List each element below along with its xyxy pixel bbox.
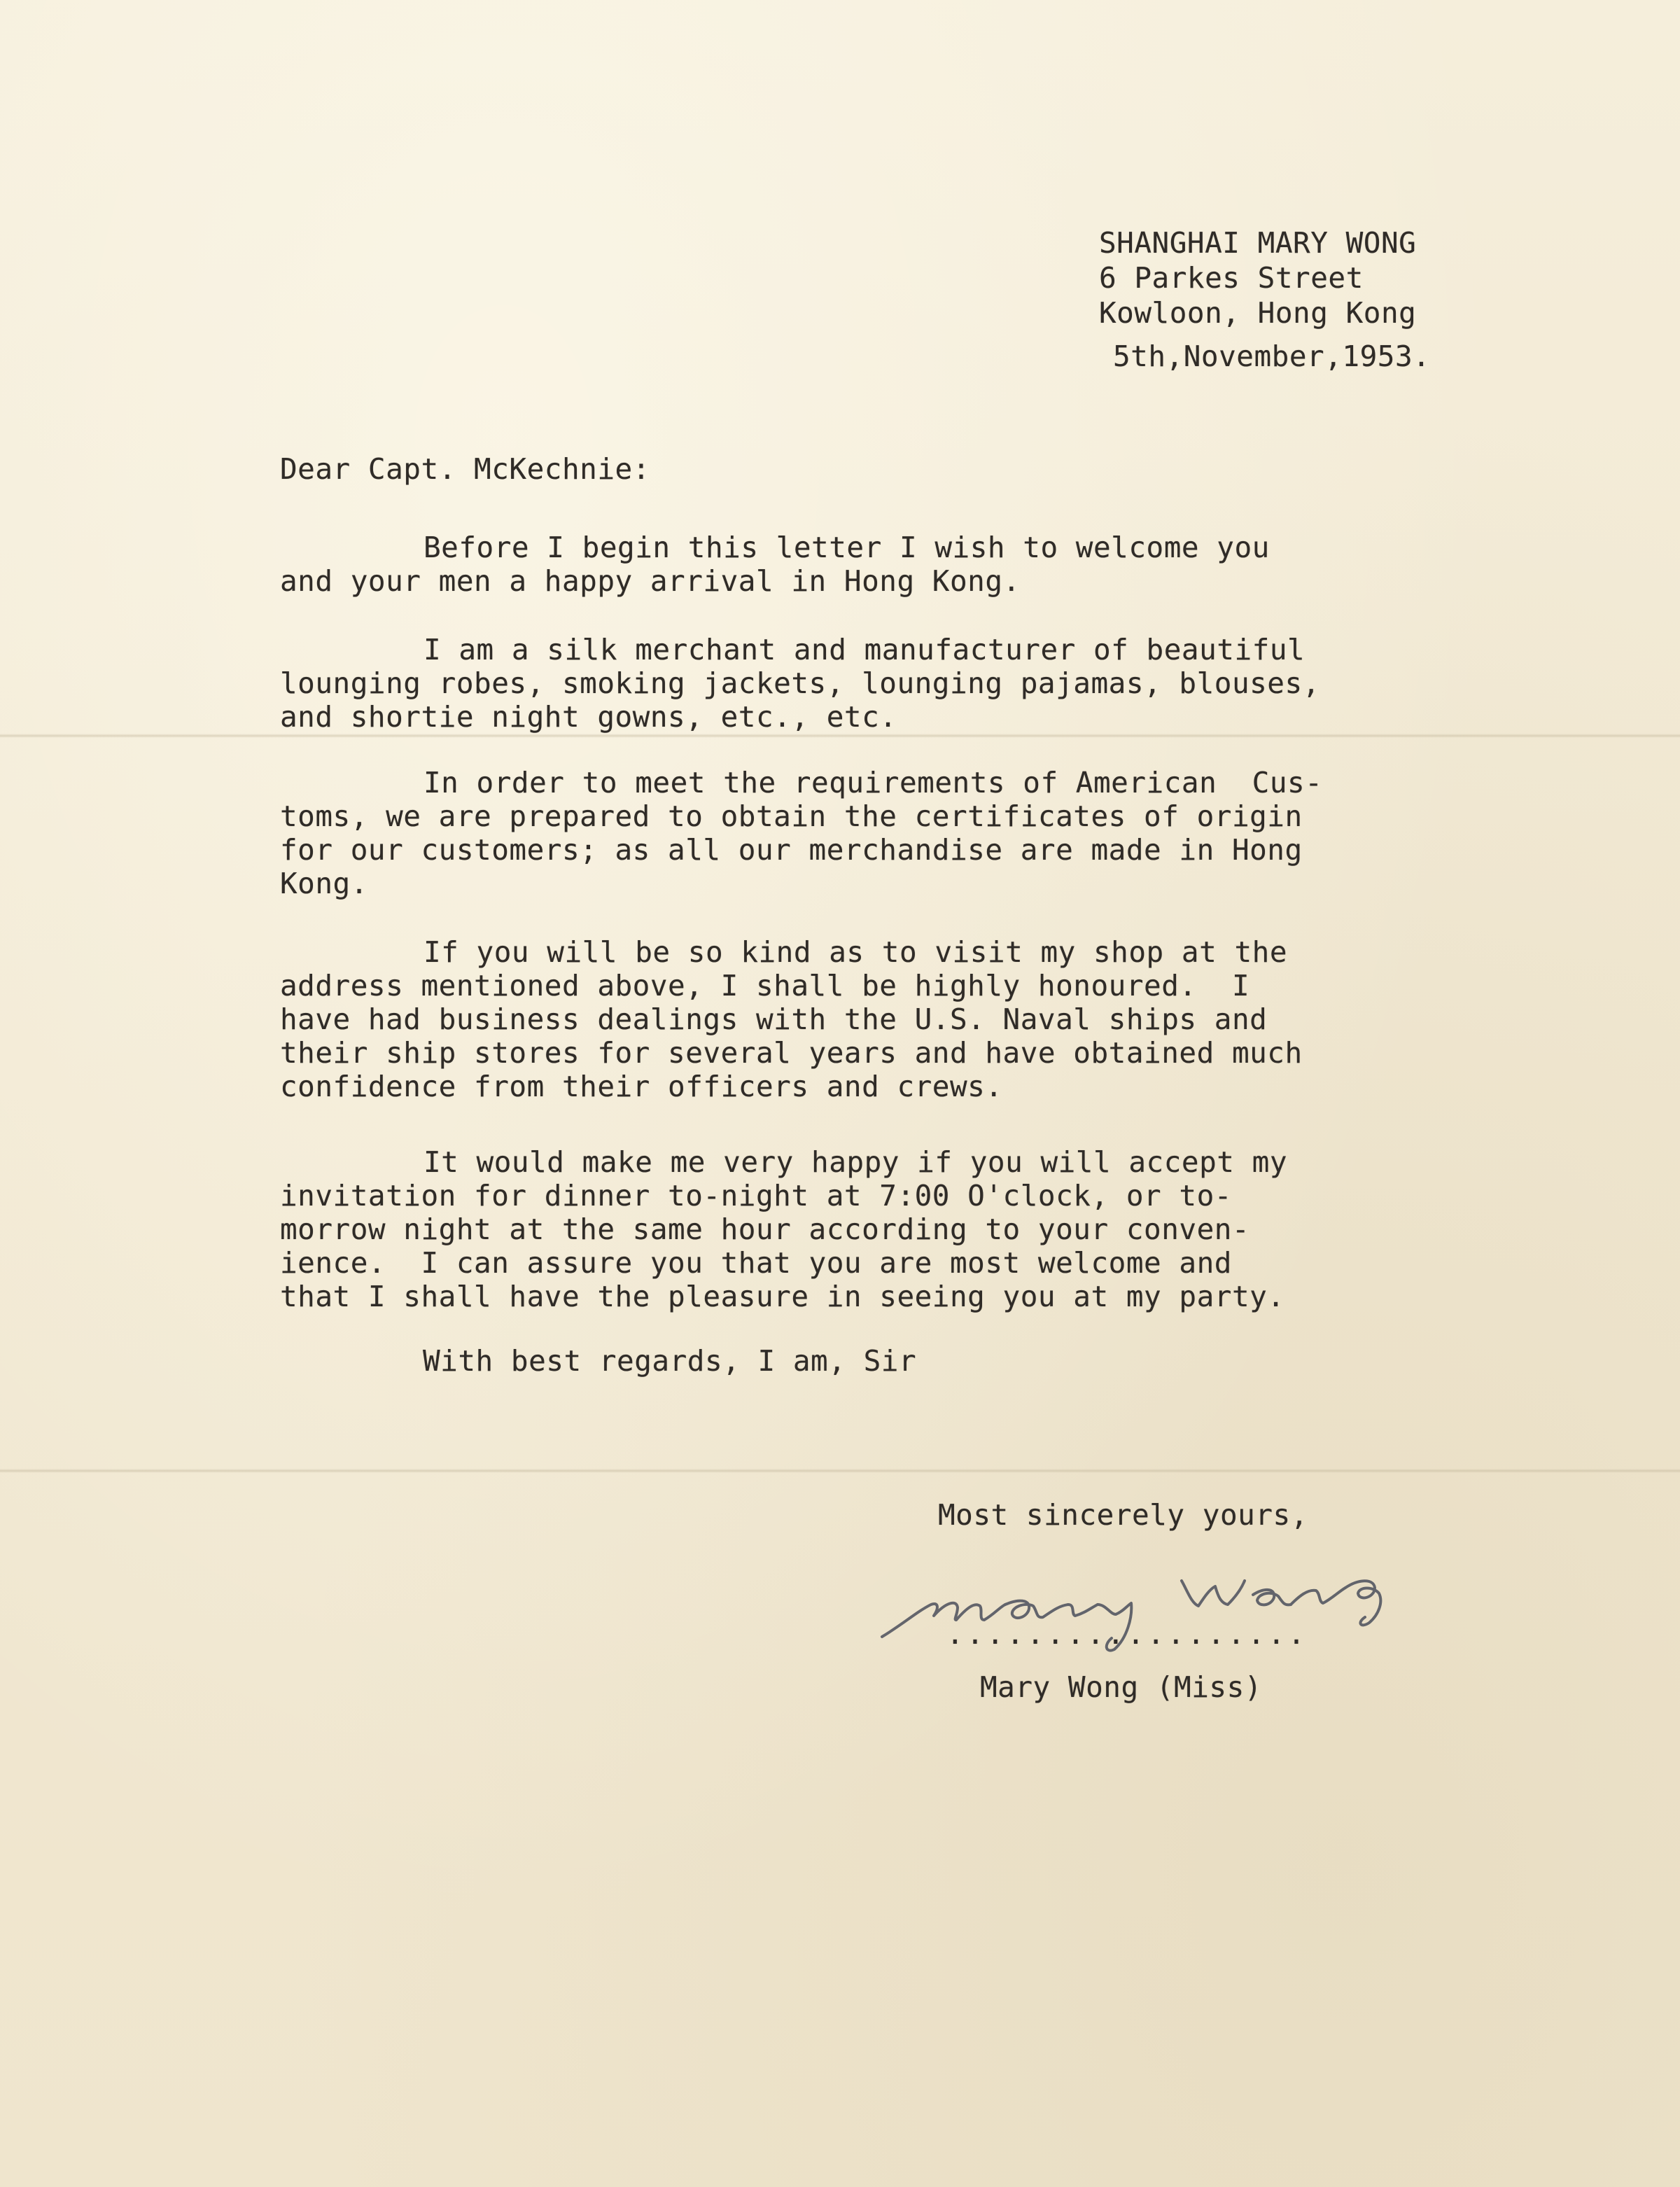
paragraph-line: for our customers; as all our merchandise are made in Hong <box>280 833 1303 867</box>
body-paragraph <box>280 1145 1526 1313</box>
paragraph-line: In order to meet the requirements of American Cus- <box>424 766 1323 799</box>
typed-signature-name: Mary Wong (Miss) <box>980 1670 1262 1704</box>
body-paragraph <box>280 531 1526 598</box>
letterhead <box>1099 225 1430 374</box>
sender-name: SHANGHAI MARY WONG <box>1099 226 1417 260</box>
body-paragraph <box>280 935 1526 1103</box>
paragraph-line: confidence from their officers and crews. <box>280 1070 1003 1103</box>
paragraph-line: If you will be so kind as to visit my shop at the <box>424 935 1288 969</box>
paragraph-line: morrow night at the same hour according to your conven- <box>280 1213 1250 1246</box>
paragraph-line: toms, we are prepared to obtain the certificates of origin <box>280 799 1303 833</box>
paragraph-line: address mentioned above, I shall be highly honoured. I <box>280 969 1250 1002</box>
signature-dotted-line: .................. <box>946 1617 1308 1651</box>
paragraph-line: It would make me very happy if you will accept my <box>424 1145 1288 1179</box>
body-paragraph <box>280 766 1526 900</box>
body-paragraph <box>280 633 1526 734</box>
paragraph-line: ience. I can assure you that you are most welcome and <box>280 1246 1232 1280</box>
paragraph-line: Before I begin this letter I wish to welcome you <box>424 531 1270 564</box>
paragraph-line: their ship stores for several years and have obtained much <box>280 1036 1303 1070</box>
paragraph-line: I am a silk merchant and manufacturer of beautiful <box>424 633 1306 666</box>
paragraph-line: and your men a happy arrival in Hong Kong. <box>280 564 1021 598</box>
paragraph-line: have had business dealings with the U.S. Naval ships and <box>280 1002 1268 1036</box>
closing-line: With best regards, I am, Sir <box>423 1344 917 1378</box>
salutation: Dear Capt. McKechnie: <box>280 452 650 486</box>
paragraph-line: that I shall have the pleasure in seeing you at my party. <box>280 1280 1285 1313</box>
paragraph-line: lounging robes, smoking jackets, lounging pajamas, blouses, <box>280 666 1320 700</box>
valediction: Most sincerely yours, <box>938 1498 1308 1532</box>
paragraph-line: invitation for dinner to-night at 7:00 O'clock, or to- <box>280 1179 1232 1213</box>
paper-fold-line <box>0 1469 1680 1473</box>
paragraph-line: and shortie night gowns, etc., etc. <box>280 700 897 734</box>
sender-city: Kowloon, Hong Kong <box>1099 296 1417 330</box>
paper-fold-line <box>0 734 1680 738</box>
sender-street: 6 Parkes Street <box>1099 261 1364 295</box>
letter-date: 5th,November,1953. <box>1113 340 1431 373</box>
paragraph-line: Kong. <box>280 867 368 900</box>
